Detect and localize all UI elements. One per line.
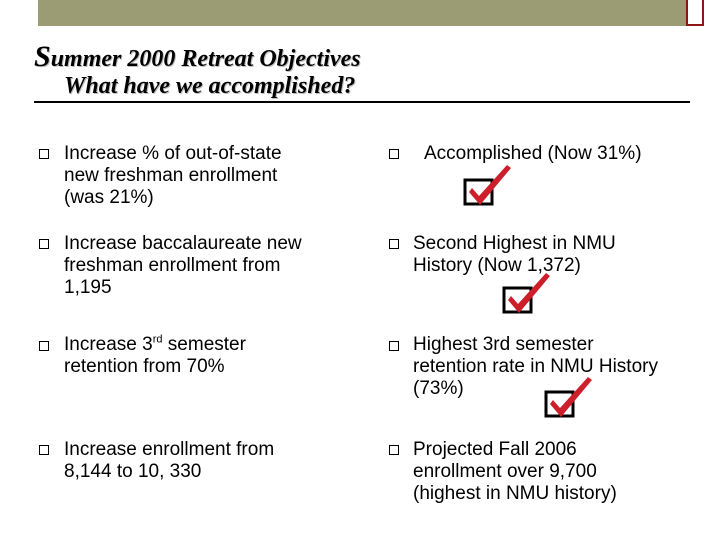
goal-line: Increase 3 xyxy=(64,334,153,355)
goal-line: freshman enrollment from xyxy=(64,255,281,276)
goal-line: new freshman enrollment xyxy=(64,165,278,186)
goal-line: Increase baccalaureate new xyxy=(64,233,302,254)
goal-line: semester xyxy=(162,334,246,355)
result-item-2 xyxy=(413,233,703,277)
title-rest: ummer 2000 Retreat Objectives xyxy=(50,46,361,72)
bullet-icon xyxy=(389,341,399,351)
slide-subtitle: What have we accomplished? xyxy=(64,73,356,99)
goal-line: 1,195 xyxy=(64,277,112,298)
goal-line: Increase % of out-of-state xyxy=(64,143,282,164)
bullet-icon xyxy=(39,341,49,351)
goal-superscript: rd xyxy=(152,333,163,346)
goal-item-1 xyxy=(64,143,344,209)
goal-item-2 xyxy=(64,233,354,299)
header-bar xyxy=(38,0,686,26)
goal-line: 8,144 to 10, 330 xyxy=(64,461,202,482)
result-item-4 xyxy=(413,439,713,505)
result-line: History (Now 1,372) xyxy=(413,255,581,276)
bullet-icon xyxy=(389,445,399,455)
bullet-icon xyxy=(389,149,399,159)
corner-box-icon xyxy=(686,0,704,26)
goal-item-4 xyxy=(64,439,354,483)
goal-item-3 xyxy=(64,334,354,378)
title-initial: S xyxy=(34,40,51,73)
result-line: enrollment over 9,700 xyxy=(413,461,597,482)
bullet-icon xyxy=(39,445,49,455)
title-divider xyxy=(34,101,690,103)
checkbox-checkmark-icon xyxy=(462,162,514,208)
goal-line: retention from 70% xyxy=(64,356,225,377)
goal-line: Increase enrollment from xyxy=(64,439,275,460)
slide-title xyxy=(34,40,361,73)
result-line: Projected Fall 2006 xyxy=(413,439,577,460)
bullet-icon xyxy=(39,149,49,159)
checkbox-checkmark-icon xyxy=(501,270,553,316)
result-line: (highest in NMU history) xyxy=(413,483,617,504)
result-line: retention rate in NMU History xyxy=(413,356,658,377)
result-line: Second Highest in NMU xyxy=(413,233,616,254)
bullet-icon xyxy=(39,239,49,249)
result-line: Highest 3rd semester xyxy=(413,334,594,355)
goal-line: (was 21%) xyxy=(64,187,154,208)
result-line: Accomplished (Now 31%) xyxy=(424,143,642,164)
result-line: (73%) xyxy=(413,378,464,399)
bullet-icon xyxy=(389,239,399,249)
checkbox-checkmark-icon xyxy=(543,374,595,420)
